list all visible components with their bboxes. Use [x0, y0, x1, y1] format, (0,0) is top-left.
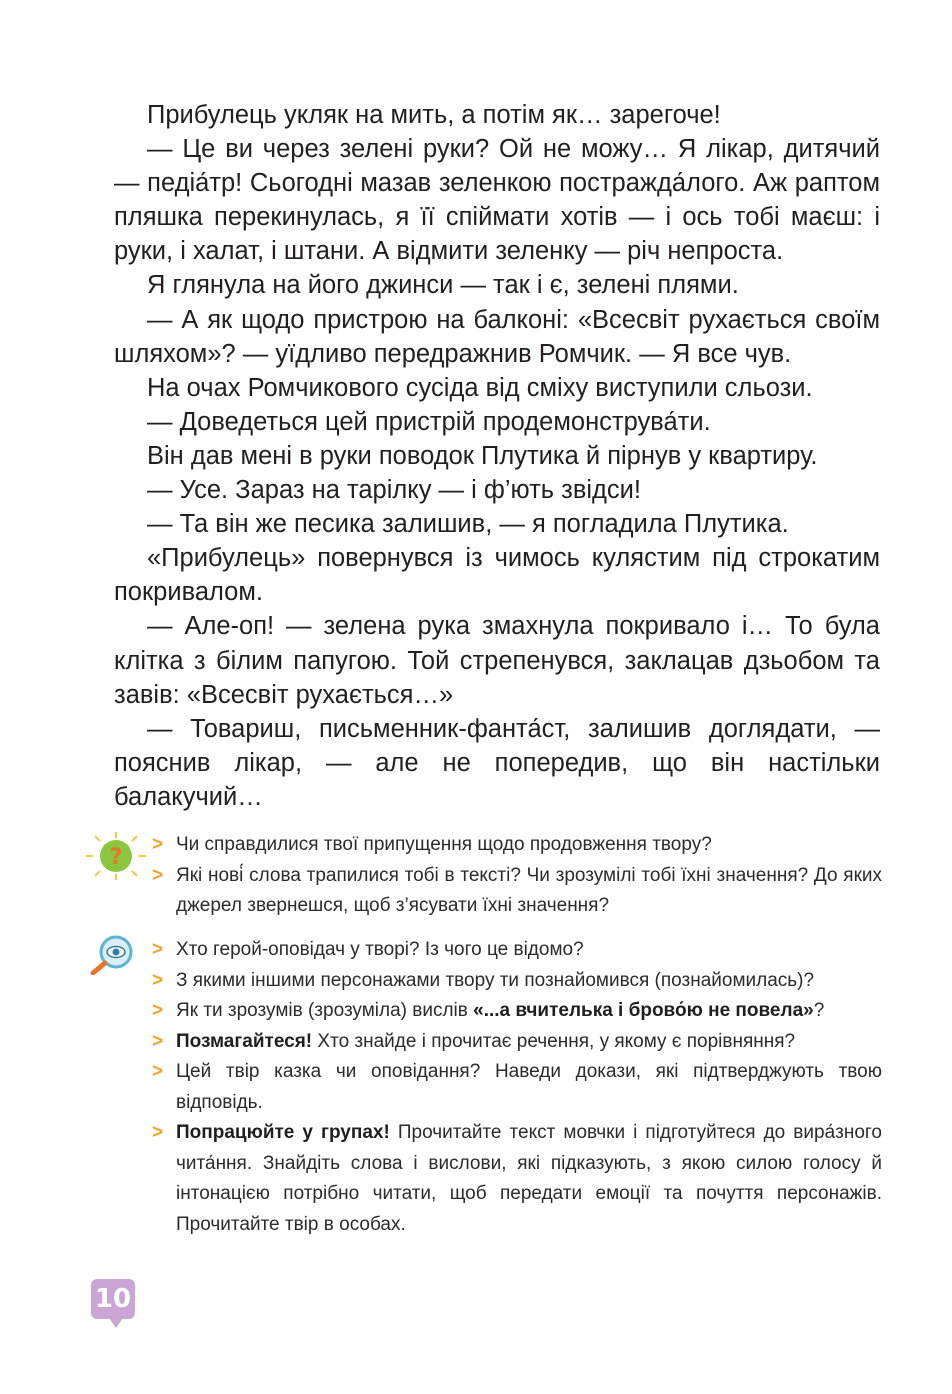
question-lead: Позмагайтеся! [176, 1030, 313, 1052]
chevron-right-icon: > [152, 1000, 164, 1021]
story-paragraph: — А як щодо пристрою на балконі: «Всесвіт рухається своїм шляхом»? — уїдливо передражнив Ромчик. — Я все чув. [114, 305, 880, 368]
question-item [152, 1027, 882, 1058]
story-paragraph: Я глянула на його джинси — так і є, зелені плями. [147, 271, 739, 300]
question-text: Як ти зрозумів (зрозуміла) вислів [176, 1000, 474, 1021]
question-item [152, 1118, 882, 1240]
story-paragraph: — Доведеться цей пристрій продемонструва́ти. [147, 407, 711, 436]
question-item [152, 861, 882, 922]
question-text: Цей твір казка чи оповідання? Наведи докази, які підтверджують твою відповідь. [176, 1061, 882, 1113]
question-text: Чи справдилися твої припущення щодо продовження твору? [176, 834, 712, 855]
question-item [152, 966, 882, 997]
magnifier-eye-icon [88, 935, 138, 980]
question-tail: ? [813, 1000, 825, 1021]
page-number-badge: 10 [91, 1279, 135, 1319]
chevron-right-icon: > [152, 834, 164, 855]
question-text: Які нові́ слова трапилися тобі в тексті? Чи зрозумілі тобі їхні значення? До яких джерел звернешся, щоб з’ясувати їхні значення? [176, 864, 882, 916]
question-text: З якими іншими персонажами твору ти познайомився (познайомилась)? [176, 969, 815, 991]
svg-text:?: ? [109, 845, 123, 870]
question-lead: Попрацюйте у групах! [176, 1122, 390, 1143]
story-paragraph: На очах Ромчикового сусіда від сміху виступили сльози. [147, 373, 813, 402]
question-text: Прочитайте текст мовчки і підготуйтеся до вира́зного чита́ння. Знайдіть слова і вислови, які підказують, з якою силою голосу й інтонацією потрібно читати, щоб передати емоції та почуття персонажів. Прочитайте твір в особах. [176, 1122, 882, 1235]
chevron-right-icon: > [152, 1061, 164, 1082]
question-item [152, 830, 882, 861]
story-paragraph: — Товариш, письменник-фанта́ст, залишив доглядати, — пояснив лікар, — але не попередив, що він настільки балакучий… [114, 714, 880, 811]
story-paragraph: «Прибулець» повернувся із чимось кулястим під строкатим покривалом. [114, 544, 880, 607]
question-item [152, 935, 882, 966]
chevron-right-icon: > [152, 1122, 164, 1143]
question-mark-icon [82, 830, 152, 887]
story-paragraph: — Це ви через зелені руки? Ой не можу… Я лікар, дитячий — педіа́тр! Сьогодні мазав зеленкою постражда́лого. Аж раптом пляшка перекинулась, я її спіймати хотів — і ось тобі маєш: і руки, і халат, і штани. А відмити зеленку — річ непроста. [114, 135, 880, 266]
story-paragraph: — Усе. Зараз на тарілку — і ф’ють звідси! [147, 476, 642, 505]
chevron-right-icon: > [152, 1030, 164, 1052]
question-text: Хто герой-оповідач у творі? Із чого це відомо? [176, 939, 584, 960]
chevron-right-icon: > [152, 969, 164, 991]
questions-block-predictions [82, 830, 882, 922]
question-item [152, 996, 882, 1027]
chevron-right-icon: > [152, 939, 164, 960]
story-text [114, 98, 880, 814]
question-text: Хто знайде і прочитає речення, у якому є порівняння? [312, 1030, 796, 1052]
story-paragraph: — Та він же песика залишив, — я погладила Плутика. [147, 510, 789, 539]
questions-block-analysis [82, 935, 882, 1240]
question-item [152, 1057, 882, 1118]
story-paragraph: Він дав мені в руки поводок Плутика й пірнув у квартиру. [147, 441, 818, 470]
story-paragraph: Прибулець укляк на мить, а потім як… зарегоче! [147, 101, 721, 129]
question-quote: «...а вчителька і брово́ю не повела» [473, 1000, 814, 1021]
chevron-right-icon: > [152, 864, 164, 886]
story-paragraph: — Але-оп! — зелена рука змахнула покривало і… То була клітка з білим папугою. Той стрепенувся, заклацав дзьобом та завів: «Всесвіт рухається…» [114, 612, 880, 709]
